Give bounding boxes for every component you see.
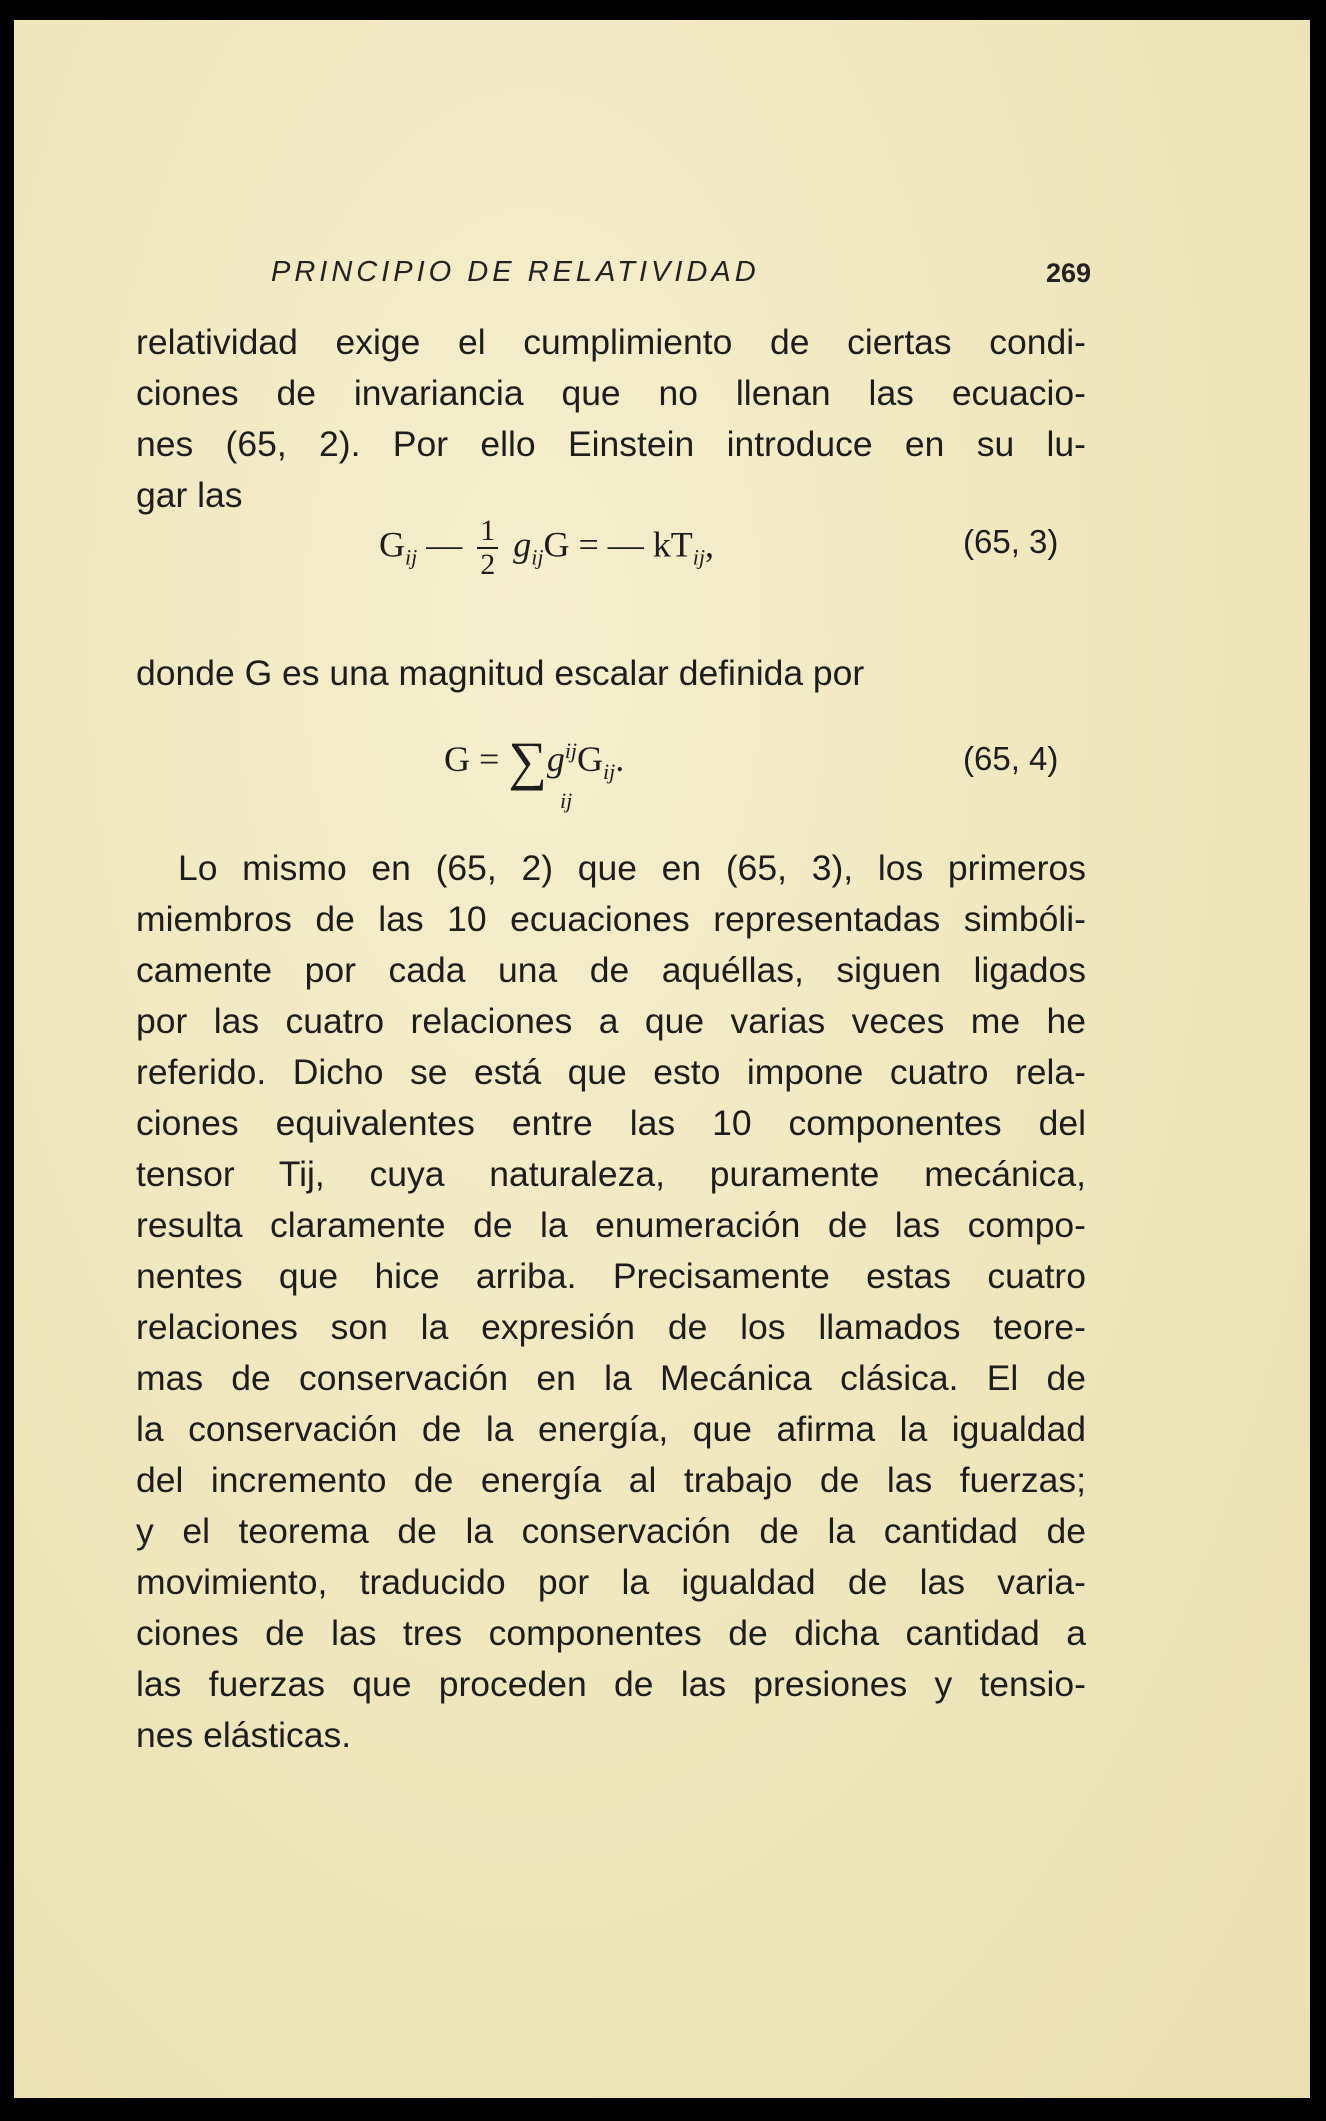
equation-65-3 <box>379 515 714 581</box>
text-line: y el teorema de la conservación de la cantidad de <box>136 1511 1086 1551</box>
eq2-period: . <box>615 739 625 779</box>
text-line: las fuerzas que proceden de las presiones y tensio- <box>136 1664 1086 1704</box>
eq1-lhs: G <box>379 524 405 565</box>
text-line: relaciones son la expresión de los llamados teore- <box>136 1307 1086 1347</box>
eq1-G: G <box>543 524 570 565</box>
text-line: resulta claramente de la enumeración de las compo- <box>136 1205 1086 1245</box>
eq1-lhs-sub: ij <box>405 544 418 570</box>
equation-number-65-3: (65, 3) <box>963 523 1059 560</box>
eq2-g-sup: ij <box>564 738 578 763</box>
equation-65-4 <box>444 730 625 813</box>
summation-index: ij <box>560 788 573 813</box>
text-line: Lo mismo en (65, 2) que en (65, 3), los primeros <box>178 848 1086 888</box>
text-line: gar las <box>136 475 243 515</box>
eq1-equals: = <box>578 524 599 565</box>
paragraph-1 <box>136 317 1086 521</box>
eq2-G: G <box>577 739 604 779</box>
text-line: ciones de invariancia que no llenan las ecuacio- <box>136 373 1086 413</box>
eq2-lhs: G = <box>444 739 500 779</box>
text-line: camente por cada una de aquéllas, siguen ligados <box>136 950 1086 990</box>
page-number: 269 <box>1045 258 1091 288</box>
eq2-G-sub: ij <box>603 759 616 785</box>
summation-symbol: ∑ <box>508 731 547 791</box>
fraction-denominator: 2 <box>480 548 496 581</box>
eq1-comma: , <box>705 524 715 565</box>
paragraph-2 <box>136 843 1086 1761</box>
between-equations-text <box>136 648 1086 699</box>
text-line: relatividad exige el cumplimiento de ciertas condi- <box>136 322 1086 362</box>
eq1-g-sub: ij <box>531 544 544 570</box>
eq1-rhs-sub: ij <box>692 544 706 570</box>
text-line: movimiento, traducido por la igualdad de las varia- <box>136 1562 1086 1602</box>
text-line: donde G es una magnitud escalar definida por <box>136 653 865 693</box>
text-line: ciones equivalentes entre las 10 componentes del <box>136 1103 1086 1143</box>
header-title: PRINCIPIO DE RELATIVIDAD <box>271 256 760 288</box>
text-line: nentes que hice arriba. Precisamente estas cuatro <box>136 1256 1086 1296</box>
text-line: la conservación de la energía, que afirma la igualdad <box>136 1409 1086 1449</box>
eq1-rhs: — kT <box>607 524 693 565</box>
text-line: por las cuatro relaciones a que varias veces me he <box>136 1001 1086 1041</box>
text-line: nes elásticas. <box>136 1715 352 1755</box>
equation-number-65-4: (65, 4) <box>963 740 1059 777</box>
fraction-one-half <box>477 515 498 581</box>
text-line: mas de conservación en la Mecánica clásica. El de <box>136 1358 1086 1398</box>
book-page <box>14 20 1310 2098</box>
eq1-minus: — <box>426 524 463 565</box>
text-line: nes (65, 2). Por ello Einstein introduce en su lu- <box>136 424 1086 464</box>
running-header <box>271 252 1091 298</box>
text-line: miembros de las 10 ecuaciones representadas simbóli- <box>136 899 1086 939</box>
text-line: del incremento de energía al trabajo de las fuerzas; <box>136 1460 1086 1500</box>
text-line: ciones de las tres componentes de dicha cantidad a <box>136 1613 1086 1653</box>
text-line: referido. Dicho se está que esto impone cuatro rela- <box>136 1052 1086 1092</box>
eq2-g: g <box>546 739 565 779</box>
fraction-numerator: 1 <box>477 515 498 549</box>
eq1-g: g <box>513 524 532 565</box>
text-line: tensor Tij, cuya naturaleza, puramente mecánica, <box>136 1154 1086 1194</box>
